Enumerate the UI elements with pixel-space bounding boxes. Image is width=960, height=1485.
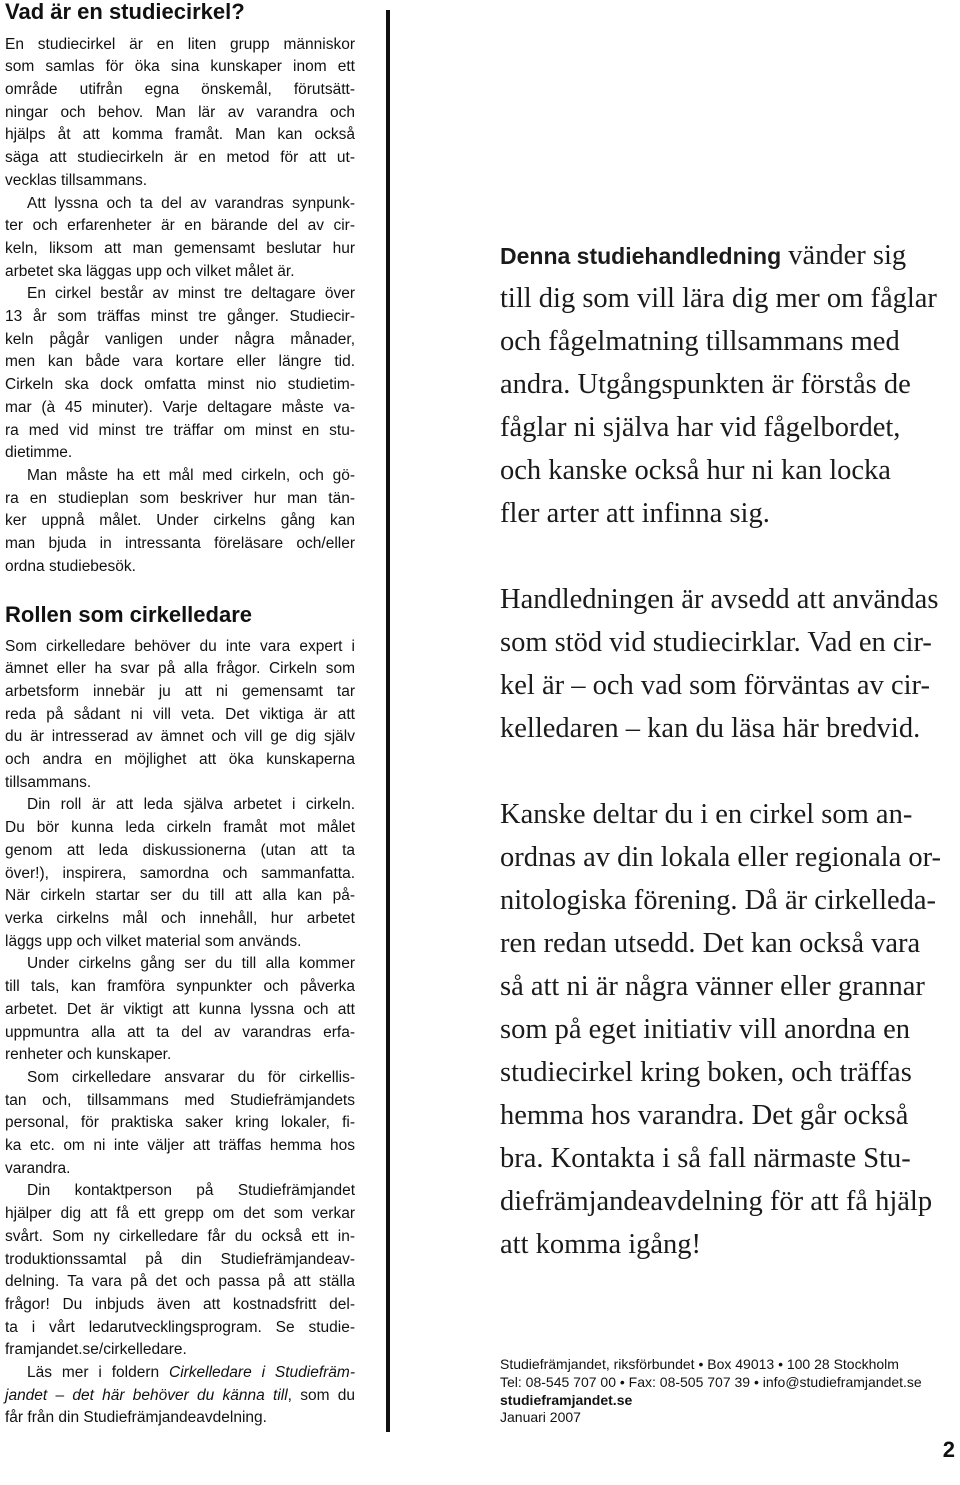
- intro-text-line: diefrämjandeavdelning för att få hjälp: [500, 1185, 933, 1217]
- body-text-line: du är intresserad av ämnet och vill ge dig själv: [5, 728, 355, 746]
- body-text-line: får från din Studiefrämjandeavdelning.: [5, 1409, 267, 1427]
- body-text-line: ter och erfarenheter är en bärande del av cir-: [5, 217, 355, 235]
- page-number: 2: [942, 1437, 955, 1462]
- intro-text-line: att komma igång!: [500, 1228, 702, 1260]
- body-text-line: troduktionssamtal på din Studiefrämjandeav-: [5, 1250, 355, 1268]
- intro-paragraph: [500, 793, 955, 1266]
- body-text-line: Din roll är att leda själva arbetet i cirkeln.: [27, 796, 355, 814]
- intro-text-line: kelledaren – kan du läsa här bredvid.: [500, 712, 921, 744]
- body-paragraph: [5, 34, 355, 193]
- bold-lead-text: Denna studiehandledning: [500, 242, 782, 269]
- body-text-line: ämnet eller ha svar på alla frågor. Cirkeln som: [5, 660, 355, 678]
- intro-text-line: kel är – och vad som förväntas av cir-: [500, 669, 930, 701]
- body-text-line: Som cirkelledare behöver du inte vara expert i: [5, 637, 355, 655]
- body-text-line: [5, 1385, 355, 1408]
- column-divider: [386, 10, 390, 1432]
- body-text-line: över!), inspirera, samordna och sammanfatta.: [5, 864, 355, 882]
- body-paragraph: [5, 794, 355, 953]
- body-paragraph: [5, 193, 355, 284]
- page-title: Vad är en studiecirkel?: [5, 0, 245, 24]
- body-text-line: till tals, kan framföra synpunkter och påverka: [5, 978, 355, 996]
- intro-text-line: bra. Kontakta i så fall närmaste Stu-: [500, 1142, 911, 1174]
- body-text-line: keln, liksom att man gemensamt beslutar hur: [5, 239, 355, 257]
- body-text-line: Du bör kunna leda cirkeln framåt mot målet: [5, 819, 355, 837]
- text-segment: vänder sig: [781, 239, 907, 271]
- intro-text-line: fler arter att infinna sig.: [500, 497, 770, 529]
- intro-text-line: och fågelmatning tillsammans med: [500, 325, 900, 357]
- body-text-line: hjälper dig att få ett grepp om det som verkar: [5, 1205, 355, 1223]
- body-text-line: och andra en möjlighet att öka kunskaperna: [5, 751, 355, 769]
- body-text-line: men kan både vara kortare eller längre tid.: [5, 353, 355, 371]
- body-text-line: vecklas tillsammans.: [5, 171, 148, 189]
- body-text-line: Cirkeln ska dock omfatta minst nio studietim-: [5, 376, 355, 394]
- italic-publication-title: jandet – det här behöver du känna till: [5, 1386, 288, 1404]
- intro-paragraph: [500, 578, 955, 750]
- intro-text-line: andra. Utgångspunkten är förstås de: [500, 368, 911, 400]
- body-text-line: tan och, tillsammans med Studiefrämjandets: [5, 1091, 355, 1109]
- body-text-line: hjälps åt att komma framåt. Man kan också: [5, 126, 355, 144]
- intro-text-line: ren redan utsedd. Det kan också vara: [500, 927, 921, 959]
- footer-address: Studiefrämjandet, riksförbundet • Box 49013 • 100 28 Stockholm: [500, 1356, 899, 1372]
- intro-text-line: till dig som vill lära dig mer om fåglar: [500, 282, 937, 314]
- body-text-line: dietimme.: [5, 444, 73, 462]
- body-text-line: Som cirkelledare ansvarar du för cirkellis-: [27, 1068, 355, 1086]
- intro-text-line: Kanske deltar du i en cirkel som an-: [500, 798, 913, 830]
- intro-text-line: så att ni är några vänner eller grannar: [500, 970, 925, 1002]
- body-text-line: Under cirkelns gång ser du till alla kommer: [27, 955, 355, 973]
- intro-paragraph: [500, 234, 955, 535]
- body-text-line: område utifrån egna önskemål, förutsätt-: [5, 81, 355, 98]
- body-paragraph: [5, 283, 355, 465]
- body-text-line: frågor! Du inbjuds även att kostnadsfritt del-: [5, 1295, 355, 1313]
- body-text-line: ta i vårt ledarutvecklingsprogram. Se studie-: [5, 1318, 355, 1336]
- body-text-line: svårt. Som ny cirkelledare får du också ett in-: [5, 1227, 355, 1245]
- body-text-line: verka cirkelns mål och innehåll, hur arbetet: [5, 910, 355, 927]
- text-segment: Läs mer i foldern: [27, 1364, 169, 1382]
- italic-publication-title: Cirkelledare i Studiefräm-: [169, 1364, 355, 1382]
- body-text-line: Din kontaktperson på Studiefrämjandet: [27, 1182, 355, 1200]
- intro-text-line: som stöd vid studiecirklar. Vad en cir-: [500, 626, 932, 658]
- intro-text-line: hemma hos varandra. Det går också: [500, 1099, 909, 1131]
- intro-text-line: fåglar ni själva har vid fågelbordet,: [500, 411, 901, 443]
- body-text-line: arbetet. Det är viktigt att kunna lyssna och att: [5, 1000, 355, 1018]
- body-text-line: varandra.: [5, 1159, 71, 1177]
- body-text-line: ka etc. om ni inte väljer att träffas hemma hos: [5, 1137, 355, 1155]
- body-text-line: ker uppnå målet. Under cirkelns gång kan: [5, 512, 355, 530]
- body-text-line: [5, 1362, 355, 1385]
- body-text-line: ra med vid minst tre träffar om minst en stu-: [5, 421, 355, 439]
- footer-contact: Tel: 08-545 707 00 • Fax: 08-505 707 39 • info@studieframjandet.se: [500, 1373, 922, 1390]
- body-paragraph: [5, 465, 355, 579]
- body-text-line: som samlas för öka sina kunskaper inom ett: [5, 58, 355, 76]
- body-paragraph: [5, 636, 355, 795]
- body-text-line: Man måste ha ett mål med cirkeln, och gö-: [27, 466, 355, 484]
- body-text-line: ra en studieplan som beskriver hur man tän-: [5, 489, 355, 507]
- text-segment: , som du: [287, 1386, 355, 1404]
- body-text-line: renheter och kunskaper.: [5, 1046, 172, 1064]
- body-paragraph: [5, 1362, 355, 1430]
- footer-website: studieframjandet.se: [500, 1391, 633, 1408]
- body-text-line: ningar och behov. Man lär av varandra och: [5, 103, 355, 121]
- guide-intro-column: [500, 234, 955, 1266]
- body-text-line: keln pågår vanligen under några månader,: [5, 330, 355, 348]
- intro-text-line: nitologiska förening. Då är cirkelleda-: [500, 884, 937, 916]
- section-body-text: [5, 636, 355, 1431]
- body-text-line: personal, för praktiska saker kring lokaler, fi-: [5, 1114, 355, 1132]
- body-text-line: läggs upp och vilket material som används.: [5, 932, 302, 950]
- body-text-line: framjandet.se/cirkelledare.: [5, 1341, 187, 1359]
- intro-text-line: och kanske också hur ni kan locka: [500, 454, 891, 486]
- section-heading: Rollen som cirkelledare: [5, 601, 252, 627]
- intro-text-line: ordnas av din lokala eller regionala or-: [500, 841, 941, 873]
- body-text-line: En cirkel består av minst tre deltagare över: [27, 285, 355, 303]
- body-text-line: delning. Ta vara på det och passa på att ställa: [5, 1273, 355, 1291]
- body-text-line: En studiecirkel är en liten grupp människor: [5, 35, 355, 53]
- body-text-line: reda på sådant ni vill veta. Det viktiga är att: [5, 705, 355, 723]
- body-paragraph: [5, 1067, 355, 1181]
- intro-text-line: [500, 234, 955, 277]
- body-text-line: Att lyssna och ta del av varandras synpunk-: [27, 194, 355, 212]
- footer-date: Januari 2007: [500, 1409, 581, 1426]
- body-text-line: När cirkeln startar ser du till att alla kan på-: [5, 887, 355, 905]
- publisher-footer: [500, 1356, 955, 1427]
- body-text-line: man bjuda in intressanta föreläsare och/eller: [5, 535, 355, 553]
- intro-text-line: Handledningen är avsedd att användas: [500, 583, 939, 615]
- intro-body-text: [5, 34, 355, 579]
- body-paragraph: [5, 1180, 355, 1362]
- body-paragraph: [5, 953, 355, 1067]
- intro-text-line: som på eget initiativ vill anordna en: [500, 1013, 910, 1045]
- intro-text-line: studiecirkel kring boken, och träffas: [500, 1056, 912, 1088]
- body-text-line: 13 år som träffas minst tre gånger. Studiecir-: [5, 308, 355, 326]
- body-text-line: ordna studiebesök.: [5, 557, 136, 575]
- body-text-line: arbetet ska läggas upp och vilket målet är.: [5, 262, 295, 280]
- body-text-line: genom att leda diskussionerna (utan att ta: [5, 841, 355, 859]
- body-text-line: säga att studiecirkeln är en metod för att ut-: [5, 149, 355, 167]
- study-circle-column: [5, 0, 355, 1430]
- body-text-line: arbetsform innebär ju att ni gemensamt tar: [5, 682, 355, 700]
- body-text-line: mar (à 45 minuter). Varje deltagare måste va-: [5, 398, 355, 416]
- body-text-line: uppmuntra alla att ta del av varandras erfa-: [5, 1023, 355, 1041]
- body-text-line: tillsammans.: [5, 773, 92, 791]
